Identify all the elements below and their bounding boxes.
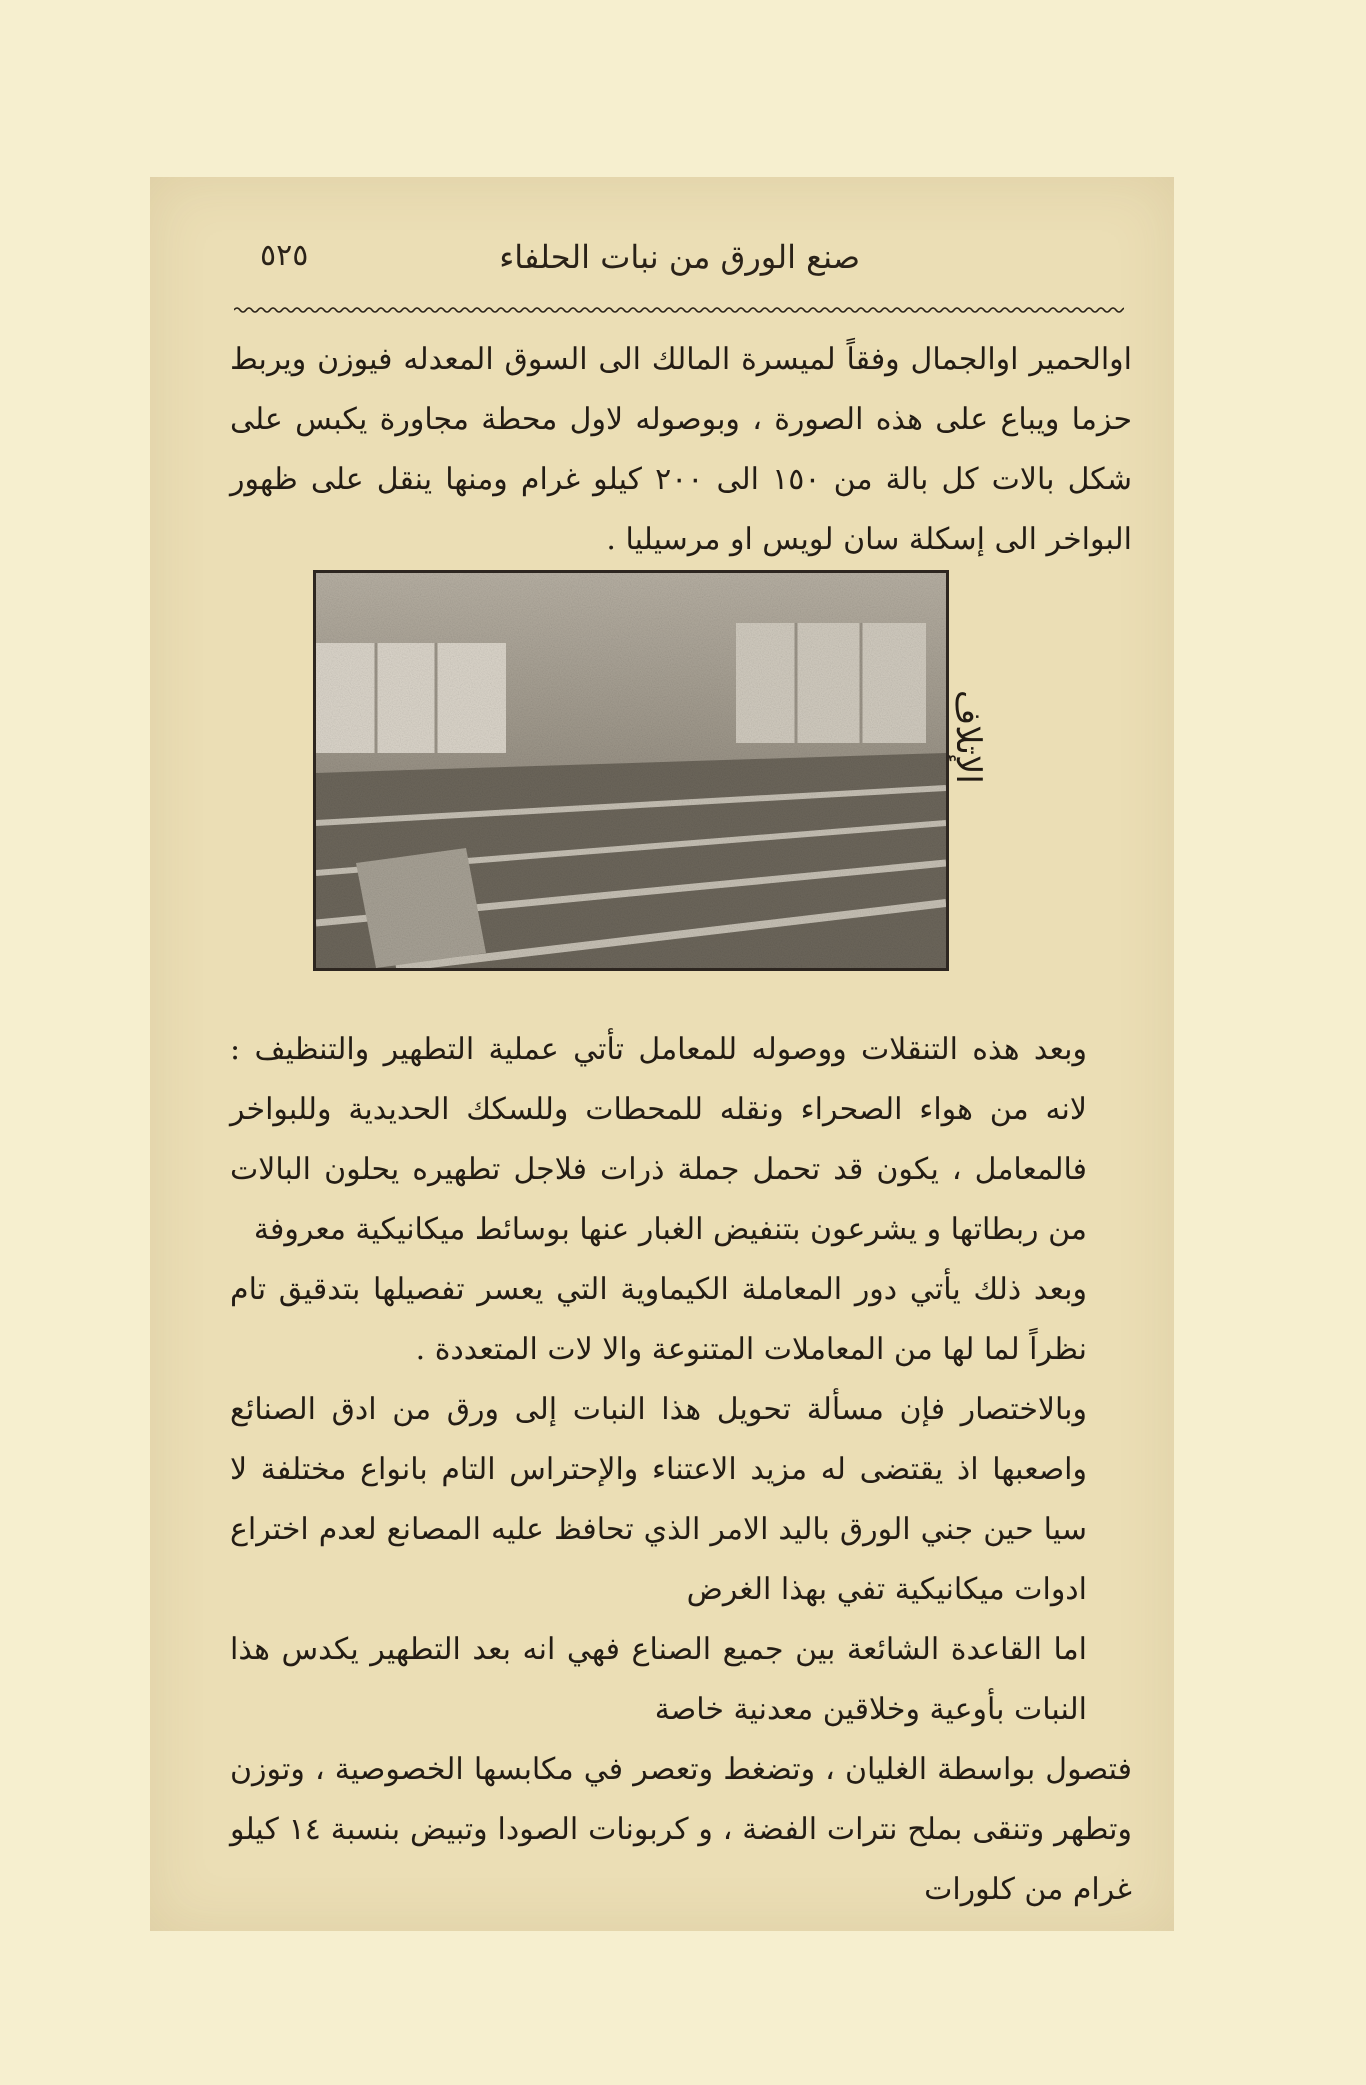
paragraph-text: فتصول بواسطة الغليان ، وتضغط وتعصر في مكابسها الخصوصية ، وتوزن وتطهر وتنقى بملح نترات الفضة ، و كربونات الصودا وتبيض بنسبة ١٤ كيلو غرام من كلورات xyxy=(230,1752,1133,1907)
header-wavy-rule xyxy=(234,306,1124,314)
figure-caption: الإتلاف xyxy=(948,690,988,784)
paragraph-text: وبعد ذلك يأتي دور المعاملة الكيماوية التي يعسر تفصيلها بتدقيق تام نظراً لما لها من المعاملات المتنوعة والا لات المتعددة . xyxy=(230,1272,1087,1367)
running-title: صنع الورق من نبات الحلفاء xyxy=(499,238,860,276)
page-number: ٥٢٥ xyxy=(260,238,309,273)
body-text xyxy=(230,1020,1132,1920)
paragraph-text: اما القاعدة الشائعة بين جميع الصناع فهي انه بعد التطهير يكدس هذا النبات بأوعية وخلاقين معدنية خاصة xyxy=(230,1632,1087,1727)
factory-photo-illustration xyxy=(316,573,946,968)
paragraph-text: وبالاختصار فإن مسألة تحويل هذا النبات إلى ورق من ادق الصنائع واصعبها اذ يقتضى له مزيد الاعتناء والإحتراس التام بانواع مختلفة لا سيا حين جني الورق باليد الامر الذي تحافظ عليه المصانع لعدم اختراع ادوات ميكانيكية تفي بهذا الغرض xyxy=(230,1392,1087,1607)
top-paragraph xyxy=(230,330,1132,570)
factory-photograph xyxy=(313,570,949,971)
paragraph-text: وبعد هذه التنقلات ووصوله للمعامل تأتي عملية التطهير والتنظيف : لانه من هواء الصحراء ونقله للمحطات وللسكك الحديدية وللبواخر فالمعامل ، يكون قد تحمل جملة ذرات فلاجل تطهيره يحلون البالات من ربطاتها و يشرعون بتنفيض الغبار عنها بوسائط ميكانيكية معروفة xyxy=(230,1032,1087,1247)
paragraph-text: اوالحمير اوالجمال وفقاً لميسرة المالك الى السوق المعدله فيوزن ويربط حزما ويباع على هذه الصورة ، وبوصوله لاول محطة مجاورة يكبس على شكل بالات كل بالة من ١٥٠ الى ٢٠٠ كيلو غرام ومنها ينقل على ظهور البواخر الى إسكلة سان لويس او مرسيليا . xyxy=(230,342,1132,557)
page-header xyxy=(240,238,1120,298)
